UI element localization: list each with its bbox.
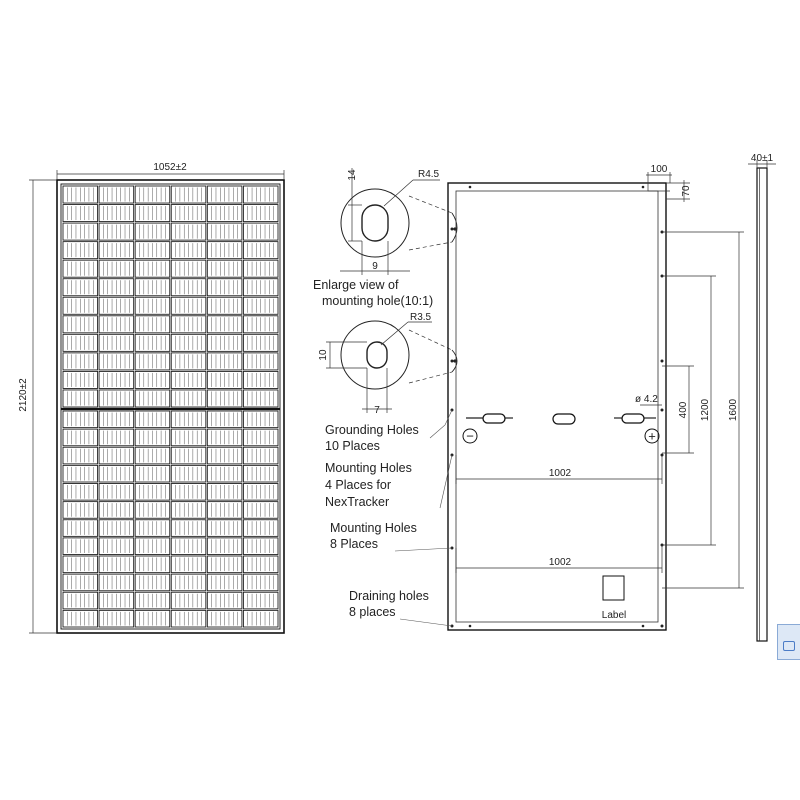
grounding-holes-callout	[325, 410, 452, 453]
ground-hole-radius-label: R3.5	[410, 312, 432, 323]
grounding-callout-line-2: 10 Places	[325, 439, 380, 453]
side-thickness-label: 40±1	[750, 153, 774, 164]
negative-connector	[463, 414, 513, 444]
front-height-dimension	[18, 180, 57, 633]
back-view	[448, 164, 744, 630]
minus-symbol: −	[466, 428, 474, 444]
drain-callout-line-1: Draining holes	[349, 589, 429, 603]
plus-symbol: +	[648, 428, 656, 444]
corner-depth-label: 70	[681, 185, 692, 197]
mount8-callout-line-2: 8 Places	[330, 537, 378, 551]
front-height-label: 2120±2	[18, 378, 29, 412]
corner-widget[interactable]	[777, 624, 800, 660]
drain-callout-line-2: 8 places	[349, 605, 396, 619]
spacing-1200-label: 1200	[700, 398, 711, 422]
lower-width-dimension	[456, 545, 662, 573]
nextracker-callout-line-1: Mounting Holes	[325, 461, 412, 475]
ground-hole-height-label: 10	[318, 349, 329, 361]
grounding-callout-line-1: Grounding Holes	[325, 423, 419, 437]
mounting-hole-caption	[313, 278, 433, 308]
caption-line-2: mounting hole(10:1)	[322, 294, 434, 308]
corner-offset-label: 100	[650, 164, 668, 175]
side-view	[748, 153, 776, 641]
label-sticker-text: Label	[601, 610, 627, 621]
upper-width-dimension	[456, 455, 662, 484]
label-sticker	[603, 576, 624, 600]
junction-box	[553, 414, 575, 424]
caption-line-1: Enlarge view of	[313, 278, 399, 292]
spacing-400-label: 400	[678, 401, 689, 419]
draining-holes-callout	[349, 589, 452, 626]
nextracker-callout-line-3: NexTracker	[325, 495, 390, 509]
front-width-dimension	[57, 162, 284, 180]
grounding-hole-detail	[318, 312, 457, 416]
side-profile	[757, 168, 767, 641]
window-icon	[783, 641, 795, 651]
lower-width-label: 1002	[548, 557, 572, 568]
spacing-400-dimension	[662, 366, 694, 453]
nextracker-holes-callout	[325, 455, 452, 509]
spacing-1600-label: 1600	[728, 398, 739, 422]
mount-hole-radius-label: R4.5	[418, 169, 440, 180]
mounting-holes-8-callout	[330, 521, 452, 551]
hole-diameter-label: ø 4.2	[635, 394, 658, 405]
mounting-hole-detail	[340, 168, 457, 275]
mount8-callout-line-1: Mounting Holes	[330, 521, 417, 535]
upper-width-label: 1002	[548, 468, 572, 479]
front-width-label: 1052±2	[153, 162, 187, 173]
mount-hole-height-label: 14	[347, 169, 358, 181]
ground-hole-width-label: 7	[374, 405, 380, 416]
positive-connector	[614, 414, 659, 444]
nextracker-callout-line-2: 4 Places for	[325, 478, 392, 492]
front-view	[18, 162, 284, 633]
mount-hole-width-label: 9	[372, 261, 378, 272]
